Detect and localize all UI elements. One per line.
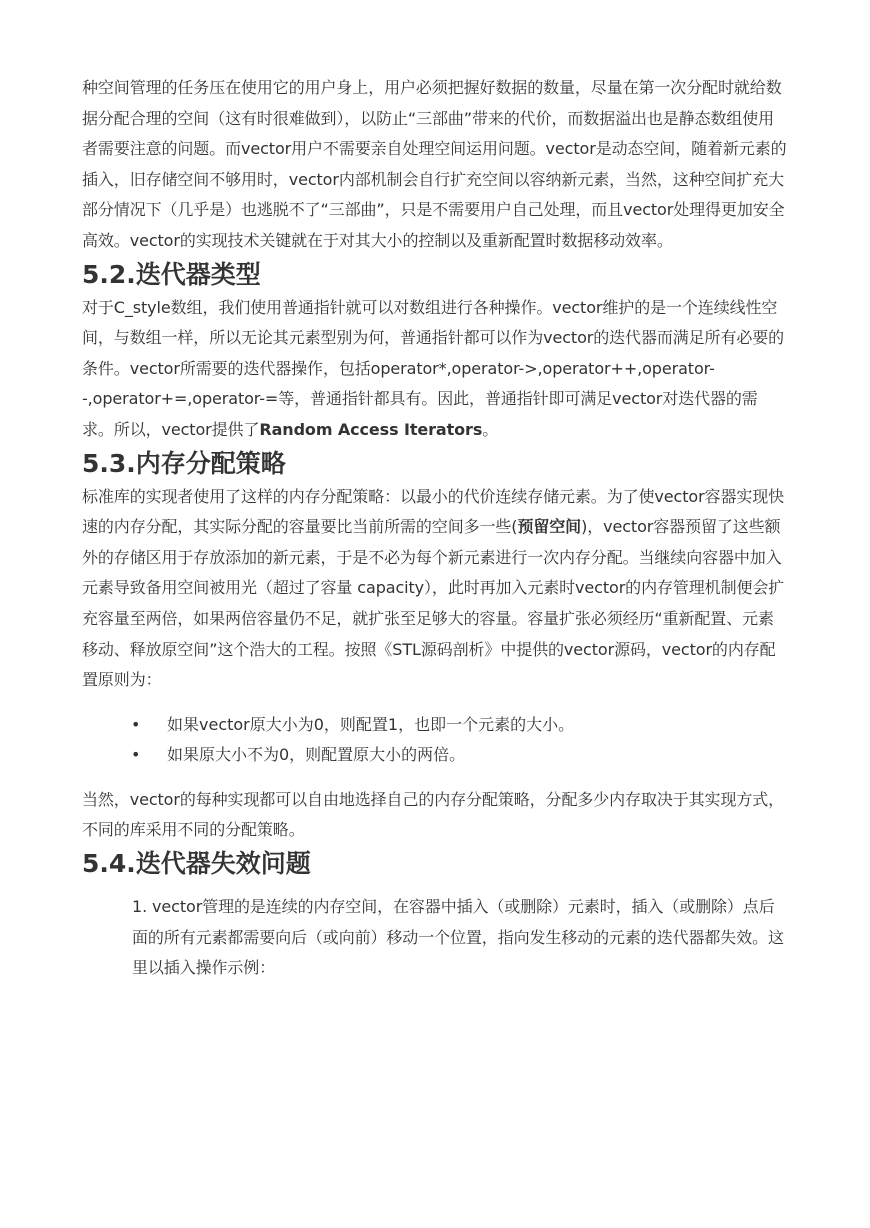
iterator-type-text-end: 。 [482,419,499,439]
iterator-type-text: 对于C_style数组，我们使用普通指针就可以对数组进行各种操作。vector维护的是一个连续线性空间，与数组一样，所以无论其元素型别为何，普通指针都可以作为vector的迭代器而满足所有必要的条件。vector所需要的迭代器操作，包括operator*,operator->,operator++,operator--,operator+=,operator-=等，普通指针都具有。因此，普通指针即可满足vector对迭代器的需求。所以，vector提供了 [82,297,785,439]
reserved-space-term: 预留空间 [517,517,582,537]
section-heading-iterator-invalidation: 5.4.迭代器失效问题 [82,849,311,879]
invalidation-item-1: 1. vector管理的是连续的内存空间，在容器中插入（或删除）元素时，插入（或删除）点后面的所有元素都需要向后（或向前）移动一个位置，指向发生移动的元素的迭代器都失效。这里以插入操作示例： [132,897,784,978]
memory-allocation-text-end: )，vector容器预留了这些额外的存储区用于存放添加的新元素，于是不必为每个新元素进行一次内存分配。当继续向容器中加入元素导致备用空间被用光（超过了容量 capacity），此时再加入元素时vector的内存管理机制便会扩充容量至两倍，如果两倍容量仍不足，就扩张至足够大的容量。容量扩张必须经历“重新配置、元素移动、释放原空间”这个浩大的工程。按照《STL源码剖析》中提供的vector源码，vector的内存配置原则为： [82,517,785,690]
section-heading-iterator-type: 5.2.迭代器类型 [82,259,261,289]
list-item-text: 如果vector原大小为0，则配置1，也即一个元素的大小。 [167,714,575,734]
memory-allocation-paragraph [82,482,788,696]
memory-allocation-text: 标准库的实现者使用了这样的内存分配策略：以最小的代价连续存储元素。为了使vector容器实现快速的内存分配，其实际分配的容量要比当前所需的空间多一些( [82,486,785,537]
iterator-type-paragraph [82,293,788,446]
random-access-iterators-term: Random Access Iterators [259,419,483,439]
bullet-icon: • [131,745,141,765]
list-item [82,710,788,741]
allocation-closing-paragraph: 当然，vector的每种实现都可以自由地选择自己的内存分配策略，分配多少内存取决于其实现方式，不同的库采用不同的分配策略。 [82,789,785,840]
document-page [82,73,788,984]
intro-paragraph: 种空间管理的任务压在使用它的用户身上，用户必须把握好数据的数量，尽量在第一次分配时就给数据分配合理的空间（这有时很难做到），以防止“三部曲”带来的代价，而数据溢出也是静态数组使用者需要注意的问题。而vector用户不需要亲自处理空间运用问题。vector是动态空间，随着新元素的插入，旧存储空间不够用时，vector内部机制会自行扩充空间以容纳新元素，当然，这种空间扩充大部分情况下（几乎是）也逃脱不了“三部曲”，只是不需要用户自己处理，而且vector处理得更加安全高效。vector的实现技术关键就在于对其大小的控制以及重新配置时数据移动效率。 [82,78,787,250]
list-item-text: 如果原大小不为0，则配置原大小的两倍。 [167,745,466,765]
bullet-icon: • [131,714,141,734]
list-item [82,740,788,771]
allocation-rules-list [82,710,788,771]
section-heading-memory-allocation: 5.3.内存分配策略 [82,448,286,478]
